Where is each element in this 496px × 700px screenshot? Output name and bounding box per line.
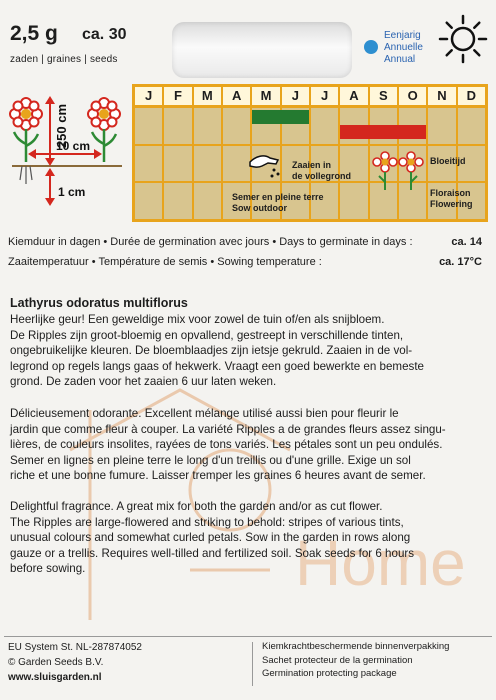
calendar-cell <box>194 183 221 219</box>
description-line: lières, de couleurs insolites, rayées de tons variés. Les pétales sont un peu ondulés. <box>10 438 443 452</box>
legend-flower-fr-en <box>430 188 473 210</box>
calendar-months <box>135 87 485 105</box>
calendar-month: J <box>135 87 162 105</box>
description-en <box>10 499 488 577</box>
germination-days-value: ca. 14 <box>451 236 482 248</box>
sowing-period-bar <box>252 110 309 124</box>
calendar-cell <box>428 108 455 144</box>
sowing-temp-label: Zaaitemperatuur • Température de semis • Sowing temperature : <box>8 256 322 268</box>
legend-flower-nl: Bloeitijd <box>430 156 466 166</box>
calendar-month: J <box>311 87 338 105</box>
seed-weight: 2,5 g <box>10 22 58 45</box>
description-line: riche et une bonne fumure. Laisser tremper les graines 6 heures avant de semer. <box>10 469 426 483</box>
calendar-cell <box>340 183 367 219</box>
description-line: Delightful fragrance. A great mix for both the garden and/or as cut flower. <box>10 500 383 513</box>
legend-flower-fr: Floraison <box>430 188 471 198</box>
depth-label: 1 cm <box>58 185 86 199</box>
copyright: © Garden Seeds B.V. <box>8 657 104 668</box>
calendar-month: A <box>223 87 250 105</box>
calendar-cell <box>164 183 191 219</box>
plant-title: Lathyrus odoratus multiflorus <box>10 296 188 310</box>
flower-icon-right <box>88 98 120 130</box>
sun-icon <box>438 14 488 64</box>
seed-count-label: zaden | graines | seeds <box>10 54 118 65</box>
description-line: gauze or a trellis. Requires well-tilled and fertilized soil. Soak seeds for 6 hours <box>10 546 415 560</box>
height-label: 250 cm <box>54 103 69 149</box>
description-line: jardin que comme fleur à couper. La variété Ripples a de grandes fleurs assez singu- <box>10 422 446 436</box>
legend-sow-en: Sow outdoor <box>232 203 287 213</box>
calendar-month: F <box>164 87 191 105</box>
calendar-month: D <box>458 87 485 105</box>
description-line: unusual colours and somewhat curled petals. Sow in the garden in rows along <box>10 531 411 545</box>
plant-size-illustration <box>8 84 126 222</box>
legend-sow-fr: Semer en pleine terre <box>232 192 324 202</box>
footer-separator <box>252 642 253 686</box>
footer-left <box>8 640 142 685</box>
legend-sow-line2: de vollegrond <box>292 171 352 181</box>
legend-sow-nl <box>292 160 351 182</box>
calendar-month: N <box>428 87 455 105</box>
germination-days-label: Kiemduur in dagen • Durée de germination avec jours • Days to germinate in days : <box>8 236 413 248</box>
calendar-cell <box>135 146 162 182</box>
calendar-cell <box>135 183 162 219</box>
annual-label <box>384 30 423 66</box>
calendar-cell <box>194 108 221 144</box>
calendar-cell <box>164 146 191 182</box>
description-fr <box>10 406 488 484</box>
watermark-text: Home <box>295 527 466 599</box>
calendar-month: S <box>370 87 397 105</box>
description-nl <box>10 312 488 390</box>
footer-right <box>262 640 449 681</box>
flowering-period-bar <box>340 125 426 139</box>
description-line: Délicieusement odorante. Excellent mélange utilisé aussi bien pour fleurir le <box>10 407 399 420</box>
packet-window <box>172 22 352 78</box>
calendar-cell <box>458 108 485 144</box>
calendar-cell <box>311 108 338 144</box>
eu-system-number: EU System St. NL-287874052 <box>8 642 142 653</box>
legend-sow-line1: Zaaien in <box>292 160 332 170</box>
calendar-month: A <box>340 87 367 105</box>
annual-fr: Annuelle <box>384 42 423 53</box>
calendar-cell <box>135 108 162 144</box>
calendar-cell <box>164 108 191 144</box>
legend-flower-en: Flowering <box>430 199 473 209</box>
description-line: De Ripples zijn groot-bloemig en opvallend, gestreept in verschillende tinten, <box>10 328 404 342</box>
package-note-en: Germination protecting package <box>262 668 397 679</box>
legend-sow-fr-en <box>232 192 324 214</box>
spacing-label: 10 cm <box>56 139 91 153</box>
description-line: Heerlijke geur! Een geweldige mix voor zowel de tuin of/en als snijbloem. <box>10 313 385 326</box>
annual-en: Annual <box>384 54 416 65</box>
seed-count: ca. 30 <box>82 26 127 43</box>
calendar-cell <box>223 146 250 182</box>
description-line: legrond op regels langs gaas of hekwerk. Vraagt een goed bewerkte en bemeste <box>10 359 424 373</box>
footer-divider <box>4 636 492 637</box>
description-line: The Ripples are large-flowered and striking to behold: stripes of various tints, <box>10 515 404 529</box>
calendar-month: J <box>282 87 309 105</box>
annual-nl: Eenjarig <box>384 30 421 41</box>
calendar-cell <box>194 146 221 182</box>
annual-dot-icon <box>364 40 378 54</box>
description-line: Semer en lignes en pleine terre le long d'un treillis ou d'une grille. Exige un sol <box>10 453 411 467</box>
calendar-month: O <box>399 87 426 105</box>
package-note-fr: Sachet protecteur de la germination <box>262 654 413 666</box>
description-line: ongebruikelijke kleuren. De bloemblaadjes zijn ietsje gekruld. Zaaien in de vol- <box>10 344 413 358</box>
calendar-month: M <box>252 87 279 105</box>
flower-icon-left <box>10 98 42 130</box>
description-line: before sowing. <box>10 562 86 576</box>
sowing-temp-value: ca. 17°C <box>439 256 482 268</box>
sowing-hand-icon <box>248 148 282 178</box>
calendar-month: M <box>194 87 221 105</box>
flowering-icon <box>372 148 424 192</box>
description-line: grond. De zaden voor het zaaien 6 uur laten weken. <box>10 375 277 389</box>
calendar-cell <box>223 108 250 144</box>
website-link[interactable]: www.sluisgarden.nl <box>8 672 102 683</box>
package-note-nl: Kiemkrachtbeschermende binnenverpakking <box>262 641 450 652</box>
